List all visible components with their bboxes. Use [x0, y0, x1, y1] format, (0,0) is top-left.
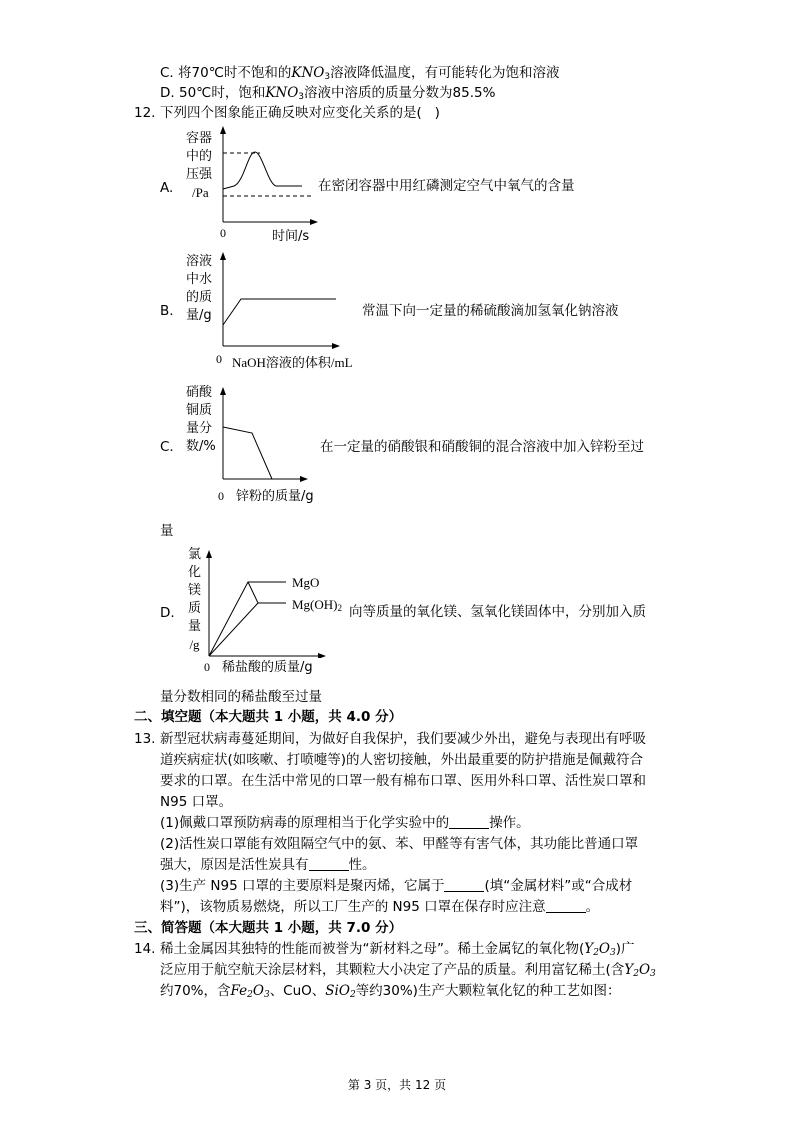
q12-a-label: A.	[160, 180, 174, 196]
q13-part-2-line2	[160, 856, 376, 874]
formula: O	[598, 941, 610, 957]
x-axis-arrow	[332, 343, 340, 349]
y-axis-arrow	[220, 387, 226, 395]
ylabel-line: 质	[188, 601, 202, 616]
q12-c-ylabel	[186, 384, 216, 456]
q13-part-3-line1	[160, 877, 632, 895]
q12-c-desc: 在一定量的硝酸银和硝酸铜的混合溶液中加入锌粉至过	[320, 439, 644, 455]
ylabel-line: 氯	[188, 547, 202, 562]
q13-part-2-line1: (2)活性炭口罩能有效阻隔空气中的氨、苯、甲醛等有害气体，其功能比普通口罩	[160, 836, 639, 852]
mgoh2-line	[248, 582, 286, 603]
q12-a-ylabel	[186, 130, 212, 202]
formula: O	[252, 983, 264, 999]
ylabel-line: /Pa	[192, 185, 209, 200]
q13-number: 13.	[134, 731, 156, 747]
ylabel-line: 量	[188, 619, 202, 634]
q12-b-ylabel	[186, 253, 212, 325]
page-number: 第 3 页，共 12 页	[347, 1078, 447, 1092]
q13-part-3-line2	[160, 898, 599, 916]
ylabel-line: 镁	[188, 583, 202, 598]
pressure-curve	[223, 152, 302, 189]
ylabel-line: 溶液	[186, 254, 213, 269]
y-axis-arrow	[206, 550, 212, 558]
q13-line: 新型冠状病毒蔓延期间，为做好自我保护，我们要减少外出，避免与表现出有呼吸	[160, 731, 646, 747]
x-axis-arrow	[300, 476, 308, 482]
q12-d-label: D.	[160, 605, 175, 621]
answer-blank[interactable]	[309, 858, 349, 871]
text: 将70℃时不饱和的	[178, 65, 292, 81]
text: 约70%，含	[160, 983, 231, 999]
series-label-mgo: MgO	[292, 575, 320, 590]
graph-b	[214, 248, 344, 353]
text: 。	[585, 899, 600, 915]
ylabel-line: /g	[189, 637, 200, 652]
common-slope	[209, 603, 258, 656]
text: )广	[615, 941, 635, 957]
q12-a-desc: 在密闭容器中用红磷测定空气中氧气的含量	[318, 178, 575, 194]
ylabel-line: 数/%	[186, 439, 216, 454]
answer-blank[interactable]	[444, 879, 484, 892]
ylabel-line: 硝酸	[186, 385, 213, 400]
text: (3)生产 N95 口罩的主要原料是聚丙烯，它属于	[160, 878, 445, 894]
text: 操作。	[489, 815, 530, 831]
graph-c-origin: 0	[218, 489, 224, 503]
q12-d-desc: 向等质量的氧化镁、氢氧化镁固体中，分别加入质	[349, 604, 646, 620]
ylabel-line: 中水	[186, 272, 213, 287]
graph-d-xlabel: 稀盐酸的质量/g	[222, 660, 313, 675]
text: (1)佩戴口罩预防病毒的原理相当于化学实验中的	[160, 815, 450, 831]
formula: KNO	[291, 65, 325, 81]
ylabel-line: 中的	[186, 149, 213, 164]
text: 泛应用于航空航天涂层材料，其颗粒大小决定了产品的质量。利用富钇稀土(含	[160, 962, 625, 978]
formula: O	[638, 962, 651, 978]
graph-d-origin: 0	[204, 660, 210, 674]
q14-line2	[160, 961, 656, 983]
q14-number: 14.	[134, 941, 156, 957]
subscript: 2	[593, 948, 599, 958]
subscript: 2	[337, 603, 342, 613]
series-label-mgoh2	[292, 596, 342, 617]
formula: SiO	[325, 983, 350, 999]
graph-a	[214, 122, 324, 232]
mgo-line	[209, 582, 286, 656]
graph-c	[214, 383, 314, 483]
q14-line3	[160, 982, 620, 1004]
x-axis-arrow	[318, 653, 326, 658]
subscript: 2	[247, 990, 253, 1000]
ylabel-line: 化	[188, 565, 202, 580]
option-label: D.	[160, 85, 175, 101]
section-title: 三、简答题（本大题共 1 小题，共 7.0 分）	[134, 920, 403, 936]
subscript: 3	[610, 948, 616, 958]
ylabel-line: 的质	[186, 290, 213, 305]
ylabel-line: 压强	[186, 167, 213, 182]
formula: Mg(OH)	[292, 597, 338, 612]
formula: KNO	[265, 85, 299, 101]
q12-b-desc: 常温下向一定量的稀硫酸滴加氢氧化钠溶液	[362, 303, 619, 319]
formula: Fe	[230, 983, 248, 999]
subscript: 3	[324, 72, 331, 82]
q12-c-label: C.	[160, 439, 174, 455]
y-axis-arrow	[220, 126, 226, 134]
answer-blank[interactable]	[449, 816, 489, 829]
section-title: 二、填空题（本大题共 1 小题，共 4.0 分）	[134, 709, 403, 725]
subscript: 2	[633, 969, 639, 979]
q12-b-label: B.	[160, 303, 174, 319]
ylabel-line: 容器	[186, 131, 213, 146]
q12-d-desc-cont: 量分数相同的稀盐酸至过量	[160, 689, 322, 705]
text: (填“金属材料”或“合成材	[484, 878, 633, 894]
copper-nitrate-line	[223, 427, 272, 479]
answer-blank[interactable]	[546, 900, 586, 913]
subscript: 3	[263, 990, 270, 1000]
option-label: C.	[160, 65, 174, 81]
text: 溶液降低温度，有可能转化为饱和溶液	[330, 65, 560, 81]
text: 料”)，该物质易燃烧，所以工厂生产的 N95 口罩在保存时应注意	[160, 899, 546, 915]
subscript: 2	[349, 990, 356, 1000]
subscript: 3	[298, 92, 305, 102]
q11-option-c	[160, 64, 560, 86]
q12-number: 12.	[134, 105, 156, 121]
y-axis-arrow	[220, 252, 226, 260]
graph-a-xlabel: 时间/s	[272, 229, 310, 244]
ylabel-line: 量分	[186, 421, 213, 436]
q13-part-1	[160, 814, 530, 832]
graph-b-origin: 0	[216, 352, 222, 366]
q12-stem: 下列四个图象能正确反映对应变化关系的是( )	[160, 105, 440, 121]
q11-option-d	[160, 84, 495, 106]
ylabel-line: 铜质	[186, 403, 213, 418]
subscript: 3	[650, 969, 656, 979]
q13-line: N95 口罩。	[160, 794, 233, 810]
text: 稀土金属因其独特的性能而被誉为“新材料之母”。稀土金属钇的氧化物(	[160, 941, 585, 957]
formula: Y	[624, 962, 634, 978]
text: 性。	[348, 857, 376, 873]
x-axis-arrow	[310, 219, 318, 225]
text: 溶液中溶质的质量分数为85.5%	[304, 85, 496, 101]
graph-a-origin: 0	[220, 226, 226, 240]
graph-c-xlabel: 锌粉的质量/g	[236, 489, 314, 504]
text: 强大，原因是活性炭具有	[160, 857, 309, 873]
formula: Y	[584, 941, 594, 957]
ylabel-line: 量/g	[186, 308, 212, 323]
text: 50℃时，饱和	[178, 85, 266, 101]
water-mass-line	[223, 299, 336, 325]
text: 、CuO、	[269, 983, 326, 999]
text: 等约30%)生产大颗粒氧化钇的种工艺如图：	[355, 983, 621, 999]
graph-b-xlabel: NaOH溶液的体积/mL	[232, 355, 353, 370]
q12-c-desc-cont: 量	[160, 523, 174, 539]
q14-line1	[160, 940, 635, 962]
q13-line: 要求的口罩。在生活中常见的口罩一般有棉布口罩、医用外科口罩、活性炭口罩和	[160, 773, 646, 789]
q13-line: 道疾病症状(如咳嗽、打喷嚏等)的人密切接触，外出最重要的防护措施是佩戴符合	[160, 752, 644, 768]
